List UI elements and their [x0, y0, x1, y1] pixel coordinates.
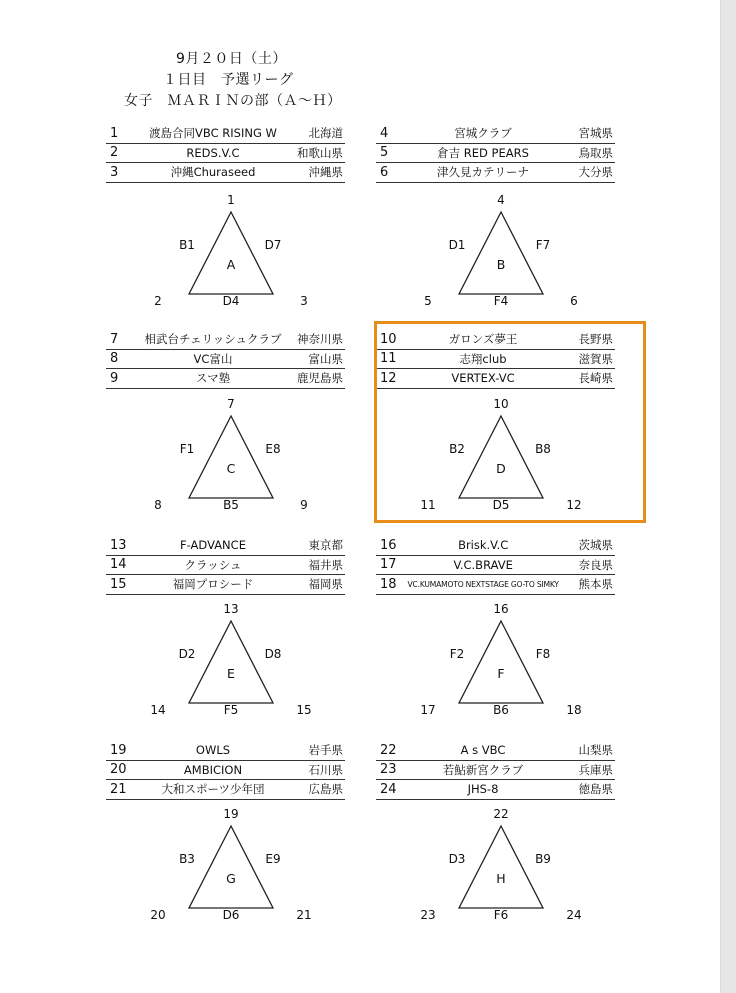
team-row	[376, 555, 615, 575]
team-row	[106, 369, 345, 389]
group-b-team-table	[376, 124, 615, 183]
team-prefecture: 神奈川県	[288, 330, 345, 349]
group-letter: G	[226, 871, 236, 886]
team-prefecture: 山梨県	[558, 741, 615, 760]
team-row	[106, 780, 345, 800]
triangle-top-label: 13	[223, 602, 239, 616]
triangle-shape	[189, 621, 273, 703]
triangle-bottom-right-label: 9	[300, 498, 308, 512]
team-row	[106, 124, 345, 143]
group-a-team-table	[106, 124, 345, 183]
team-number: 20	[106, 760, 138, 780]
team-number: 18	[376, 575, 408, 595]
group-letter: B	[496, 257, 506, 272]
team-number: 17	[376, 555, 408, 575]
header-division: 女子 ＭＡＲＩＮの部（Ａ〜Ｈ）	[124, 93, 342, 109]
group-h-triangle	[420, 807, 581, 922]
group-g-triangle	[150, 807, 311, 922]
team-row	[106, 349, 345, 369]
team-name: 津久見カテリーナ	[408, 163, 558, 183]
team-number: 7	[106, 330, 138, 349]
group-letter: D	[496, 461, 506, 476]
team-prefecture: 北海道	[288, 124, 345, 143]
team-name: Brisk.V.C	[408, 536, 559, 555]
triangle-bottom-label: F4	[493, 294, 509, 308]
triangle-bottom-left-label: 23	[420, 908, 436, 922]
group-letter: H	[496, 871, 506, 886]
team-row	[376, 124, 615, 143]
header-date: 9月２０日（土）	[176, 51, 287, 67]
triangle-bottom-left-label: 20	[150, 908, 166, 922]
team-number: 12	[376, 369, 408, 389]
team-row	[376, 536, 615, 555]
triangle-bottom-label: B6	[493, 703, 509, 717]
group-letter: A	[226, 257, 236, 272]
triangle-left-label: B1	[179, 238, 195, 252]
team-name: REDS.V.C	[138, 143, 288, 163]
team-name: クラッシュ	[138, 555, 288, 575]
team-number: 16	[376, 536, 408, 555]
team-name: 沖縄Churaseed	[138, 163, 288, 183]
team-number: 3	[106, 163, 138, 183]
triangle-bottom-left-label: 11	[420, 498, 436, 512]
team-number: 10	[376, 330, 408, 349]
team-name: スマ塾	[138, 369, 288, 389]
team-prefecture: 長野県	[558, 330, 615, 349]
triangle-bottom-right-label: 12	[566, 498, 582, 512]
team-prefecture: 鳥取県	[558, 143, 615, 163]
group-letter: E	[227, 666, 235, 681]
team-number: 24	[376, 780, 408, 800]
team-number: 15	[106, 575, 138, 595]
group-f-team-table	[376, 536, 615, 595]
team-name: OWLS	[138, 741, 288, 760]
group-e-team-table	[106, 536, 345, 595]
team-number: 23	[376, 760, 408, 780]
team-row	[106, 760, 345, 780]
triangle-bottom-label: F5	[223, 703, 239, 717]
team-name: 宮城クラブ	[408, 124, 558, 143]
team-prefecture: 茨城県	[559, 536, 615, 555]
triangle-bottom-left-label: 5	[424, 294, 432, 308]
triangle-top-label: 4	[497, 193, 505, 207]
team-name: 渡島合同VBC RISING W	[138, 124, 288, 143]
team-row	[376, 143, 615, 163]
team-prefecture: 和歌山県	[288, 143, 345, 163]
team-name: 志翔club	[408, 349, 558, 369]
team-name: AMBICION	[138, 760, 288, 780]
team-prefecture: 福岡県	[288, 575, 345, 595]
team-number: 2	[106, 143, 138, 163]
team-prefecture: 熊本県	[559, 575, 615, 595]
triangle-bottom-left-label: 14	[150, 703, 166, 717]
triangle-bottom-label: F6	[493, 908, 509, 922]
triangle-left-label: D1	[448, 238, 466, 252]
triangle-bottom-left-label: 2	[154, 294, 162, 308]
triangle-bottom-left-label: 17	[420, 703, 436, 717]
team-name: 倉吉 RED PEARS	[408, 143, 558, 163]
triangle-shape	[189, 416, 273, 498]
triangle-top-label: 19	[223, 807, 239, 821]
triangle-left-label: D2	[178, 647, 196, 661]
team-row	[376, 780, 615, 800]
triangle-right-label: D7	[264, 238, 282, 252]
team-number: 1	[106, 124, 138, 143]
triangle-left-label: B2	[449, 442, 465, 456]
team-prefecture: 宮城県	[558, 124, 615, 143]
team-row	[106, 536, 345, 555]
page-edge	[721, 0, 736, 993]
group-g-team-table	[106, 741, 345, 800]
team-row	[106, 555, 345, 575]
triangle-right-label: B9	[535, 852, 551, 866]
team-number: 9	[106, 369, 138, 389]
team-prefecture: 徳島県	[558, 780, 615, 800]
triangle-top-label: 16	[493, 602, 509, 616]
team-row	[106, 741, 345, 760]
team-row	[106, 143, 345, 163]
team-name: V.C.BRAVE	[408, 555, 559, 575]
triangle-bottom-right-label: 18	[566, 703, 582, 717]
team-prefecture: 広島県	[288, 780, 345, 800]
team-prefecture: 奈良県	[559, 555, 615, 575]
team-prefecture: 岩手県	[288, 741, 345, 760]
group-letter: F	[497, 666, 505, 681]
triangle-bottom-label: D6	[222, 908, 240, 922]
team-number: 4	[376, 124, 408, 143]
team-number: 14	[106, 555, 138, 575]
group-a-triangle	[154, 193, 308, 308]
team-name: F-ADVANCE	[138, 536, 288, 555]
triangle-bottom-right-label: 21	[296, 908, 312, 922]
header-round: １日目 予選リーグ	[163, 72, 294, 88]
triangle-top-label: 1	[227, 193, 235, 207]
team-name: VC.KUMAMOTO NEXTSTAGE GO-TO SIMKY	[408, 575, 559, 595]
triangle-left-label: B3	[179, 852, 195, 866]
triangle-bottom-right-label: 6	[570, 294, 578, 308]
triangle-shape	[189, 212, 273, 294]
triangle-shape	[459, 212, 543, 294]
group-letter: C	[226, 461, 236, 476]
team-prefecture: 沖縄県	[288, 163, 345, 183]
team-row	[106, 163, 345, 183]
team-number: 8	[106, 349, 138, 369]
team-row	[376, 575, 615, 595]
team-name: VERTEX-VC	[408, 369, 558, 389]
team-number: 13	[106, 536, 138, 555]
team-prefecture: 大分県	[558, 163, 615, 183]
team-name: 若鮎新宮クラブ	[408, 760, 558, 780]
group-b-triangle	[424, 193, 578, 308]
triangle-right-label: D8	[264, 647, 282, 661]
triangle-top-label: 7	[227, 397, 235, 411]
triangle-right-label: E9	[265, 852, 281, 866]
team-number: 21	[106, 780, 138, 800]
team-row	[376, 760, 615, 780]
triangle-top-label: 10	[493, 397, 509, 411]
triangle-right-label: F8	[535, 647, 551, 661]
group-h-team-table	[376, 741, 615, 800]
triangle-bottom-right-label: 3	[300, 294, 308, 308]
triangle-right-label: F7	[535, 238, 551, 252]
triangle-bottom-left-label: 8	[154, 498, 162, 512]
team-row	[106, 330, 345, 349]
triangle-shape	[459, 826, 543, 908]
team-number: 19	[106, 741, 138, 760]
team-name: 大和スポーツ少年団	[138, 780, 288, 800]
group-c-team-table	[106, 330, 345, 389]
triangle-left-label: D3	[448, 852, 466, 866]
triangle-bottom-right-label: 24	[566, 908, 582, 922]
team-prefecture: 兵庫県	[558, 760, 615, 780]
group-d-highlight-box	[374, 321, 646, 523]
team-name: VC富山	[138, 349, 288, 369]
triangle-top-label: 22	[493, 807, 509, 821]
team-name: JHS-8	[408, 780, 558, 800]
team-name: 相武台チェリッシュクラブ	[138, 330, 288, 349]
team-name: A s VBC	[408, 741, 558, 760]
triangle-right-label: B8	[535, 442, 551, 456]
triangle-shape	[459, 621, 543, 703]
group-f-triangle	[420, 602, 581, 717]
triangle-left-label: F1	[179, 442, 195, 456]
triangle-bottom-right-label: 15	[296, 703, 312, 717]
team-number: 5	[376, 143, 408, 163]
team-prefecture: 富山県	[288, 349, 345, 369]
team-prefecture: 福井県	[288, 555, 345, 575]
group-c-triangle	[154, 397, 308, 512]
triangle-bottom-label: D5	[492, 498, 510, 512]
team-row	[376, 741, 615, 760]
group-e-triangle	[150, 602, 311, 717]
team-prefecture: 滋賀県	[558, 349, 615, 369]
triangle-bottom-label: B5	[223, 498, 239, 512]
triangle-right-label: E8	[265, 442, 281, 456]
team-prefecture: 東京都	[288, 536, 345, 555]
team-row	[376, 163, 615, 183]
team-prefecture: 石川県	[288, 760, 345, 780]
triangle-bottom-label: D4	[222, 294, 240, 308]
team-number: 11	[376, 349, 408, 369]
team-number: 6	[376, 163, 408, 183]
triangle-shape	[189, 826, 273, 908]
team-prefecture: 鹿児島県	[288, 369, 345, 389]
team-name: 福岡プロシード	[138, 575, 288, 595]
team-prefecture: 長崎県	[558, 369, 615, 389]
team-row	[106, 575, 345, 595]
triangle-left-label: F2	[449, 647, 465, 661]
team-name: ガロンズ夢王	[408, 330, 558, 349]
team-number: 22	[376, 741, 408, 760]
